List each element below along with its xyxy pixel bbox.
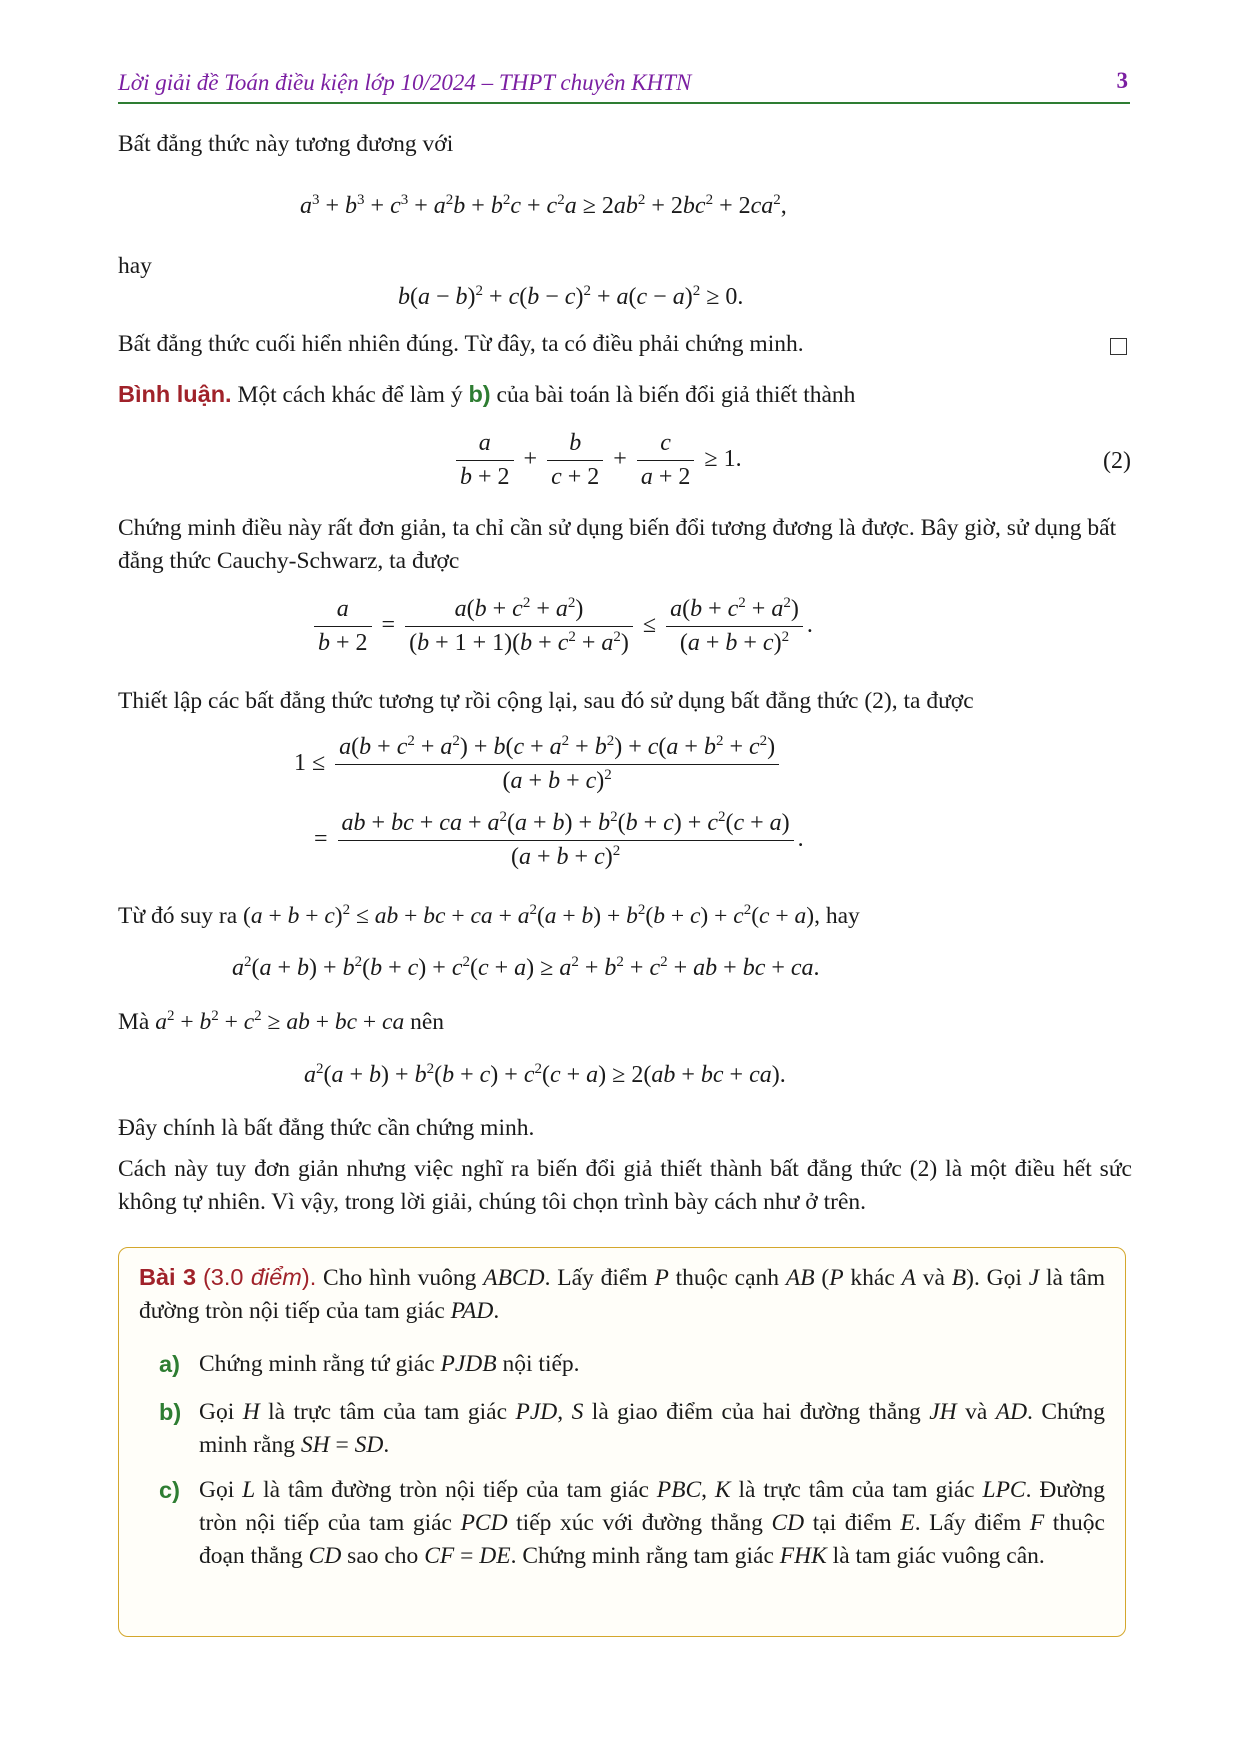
problem-points: (3.0 điểm) [202,1264,310,1290]
equation-final: $a^2(a + b) + b^2(b + c) + c^2(c + a) \ge 2(ab$ + bc + ca). [304,1061,786,1088]
problem-statement: Bài 3 (3.0 điểm). Cho hình vuông ABCD. Lấy điểm P thuộc cạnh AB (P khác A và B). Gọi J là tâm đường tròn nội tiếp của tam giác PAD. [139,1264,1106,1324]
part-a-text: Chứng minh rằng tứ giác PJDB nội tiếp. [199,1351,580,1377]
paragraph-deduce: Từ đó suy ra $(a + b + c)^2$ ≤ ab + bc + ca + $a^2(a + b) + b^2(b + c) + c^2(c + a)$, hay [118,902,860,929]
comment-text-1: Một cách khác để làm ý [237,382,463,408]
problem-box [118,1247,1126,1637]
paragraph-remark: Cách này tuy đơn giản nhưng việc nghĩ ra biến đổi giả thiết thành bất đẳng thức (2) là một điều hết sức không tự nhiên. Vì vậy, trong lời giải, chúng tôi chọn trình bày cách như ở trên. [118,1156,1132,1215]
paragraph-summation: Thiết lập các bất đẳng thức tương tự rồi cộng lại, sau đó sử dụng bất đẳng thức (2), ta được [118,688,974,714]
paragraph-since: Mà $a^2 + b^2 + c^2$ ≥ ab + bc + ca nên [118,1008,445,1035]
problem-part-c [159,1474,1105,1573]
problem-part-a [159,1348,1105,1381]
equation-sum-line-1: 1 ≤ $\frac{a(b + c^2 + a^2) + b(c + a^2 + b^2) + c(a + b^2 + c^2)}{(a + b + c)^2}$ [294,734,783,795]
since-text-start: Mà [118,1009,150,1035]
qed-square-icon [1110,338,1127,355]
paragraph-comment [118,378,1132,412]
comment-part-label: b) [468,381,491,407]
equation-2: $\frac{a}{b + 2}$ + $\frac{b}{c + 2}$ + $\frac{c}{a + 2}$ ≥ 1. [452,430,742,491]
problem-label: Bài 3 [139,1264,197,1290]
equation-deduced: $a^2(a + b) + b^2(b + c) + c^2(c + a) \ge a^2 + b^2 + c^2$ + ab + bc + ca. [232,954,820,981]
part-c-label: c) [159,1477,180,1503]
deduce-text-end: , hay [814,903,860,929]
page-header [118,68,1130,104]
comment-label: Bình luận. [118,381,232,407]
since-text-end: nên [410,1009,445,1035]
equation-inequality-1: $a^3 + b^3 + c^3 + a^2b + b^2c + c^2a \ge 2ab^2 + 2bc^2 + 2ca^2$, [300,192,787,219]
equation-sum-of-squares: $b(a - b)^2 + c(b - c)^2 + a(c - a)^2 \ge 0$. [398,283,744,310]
equation-sum-line-2: = $\frac{ab + bc + ca + a^2(a + b) + b^2(b + c) + c^2(c + a)}{(a + b + c)^2}$ . [314,809,804,870]
part-b-text: Gọi H là trực tâm của tam giác PJD, S là giao điểm của hai đường thẳng JH và AD. Chứng minh rằng SH = SD. [199,1399,1106,1458]
deduce-text-start: Từ đó suy ra [118,903,238,929]
comment-text-2: của bài toán là biến đổi giả thiết thành [496,382,856,408]
part-a-label: a) [159,1351,180,1377]
equation-cauchy-schwarz: $\frac{a}{b + 2}$ = $\frac{a(b + c^2 + a^2)}{(b + 1 + 1)(b + c^2 + a^2)}$ ≤ $\frac{a(b + c^2 + a^2)}{(a + b + c)^2}$ . [310,596,813,657]
paragraph-cauchy-schwarz: Chứng minh điều này rất đơn giản, ta chỉ cần sử dụng biến đổi tương đương là được. Bây giờ, sử dụng bất đẳng thức Cauchy-Schwarz, ta được [118,515,1117,574]
paragraph-this-is: Đây chính là bất đẳng thức cần chứng minh. [118,1115,535,1141]
paragraph-equivalent: Bất đẳng thức này tương đương với [118,131,454,157]
paragraph-conclusion: Bất đẳng thức cuối hiển nhiên đúng. Từ đây, ta có điều phải chứng minh. [118,331,804,357]
equation-2-number: (2) [1103,448,1131,474]
problem-part-b [159,1396,1105,1462]
header-title: Lời giải đề Toán điều kiện lớp 10/2024 – THPT chuyên KHTN [118,70,692,95]
paragraph-hay: hay [118,253,152,279]
page-number: 3 [1116,68,1128,93]
part-b-label: b) [159,1399,182,1425]
part-c-text: Gọi L là tâm đường tròn nội tiếp của tam giác PBC, K là trực tâm của tam giác LPC. Đường tròn nội tiếp của tam giác PCD tiếp xúc với đường thẳng CD tại điểm E. Lấy điểm F thuộc đoạn thẳng CD sao cho CF = DE. Chứng minh rằng tam giác FHK là tam giác vuông cân. [199,1477,1106,1569]
